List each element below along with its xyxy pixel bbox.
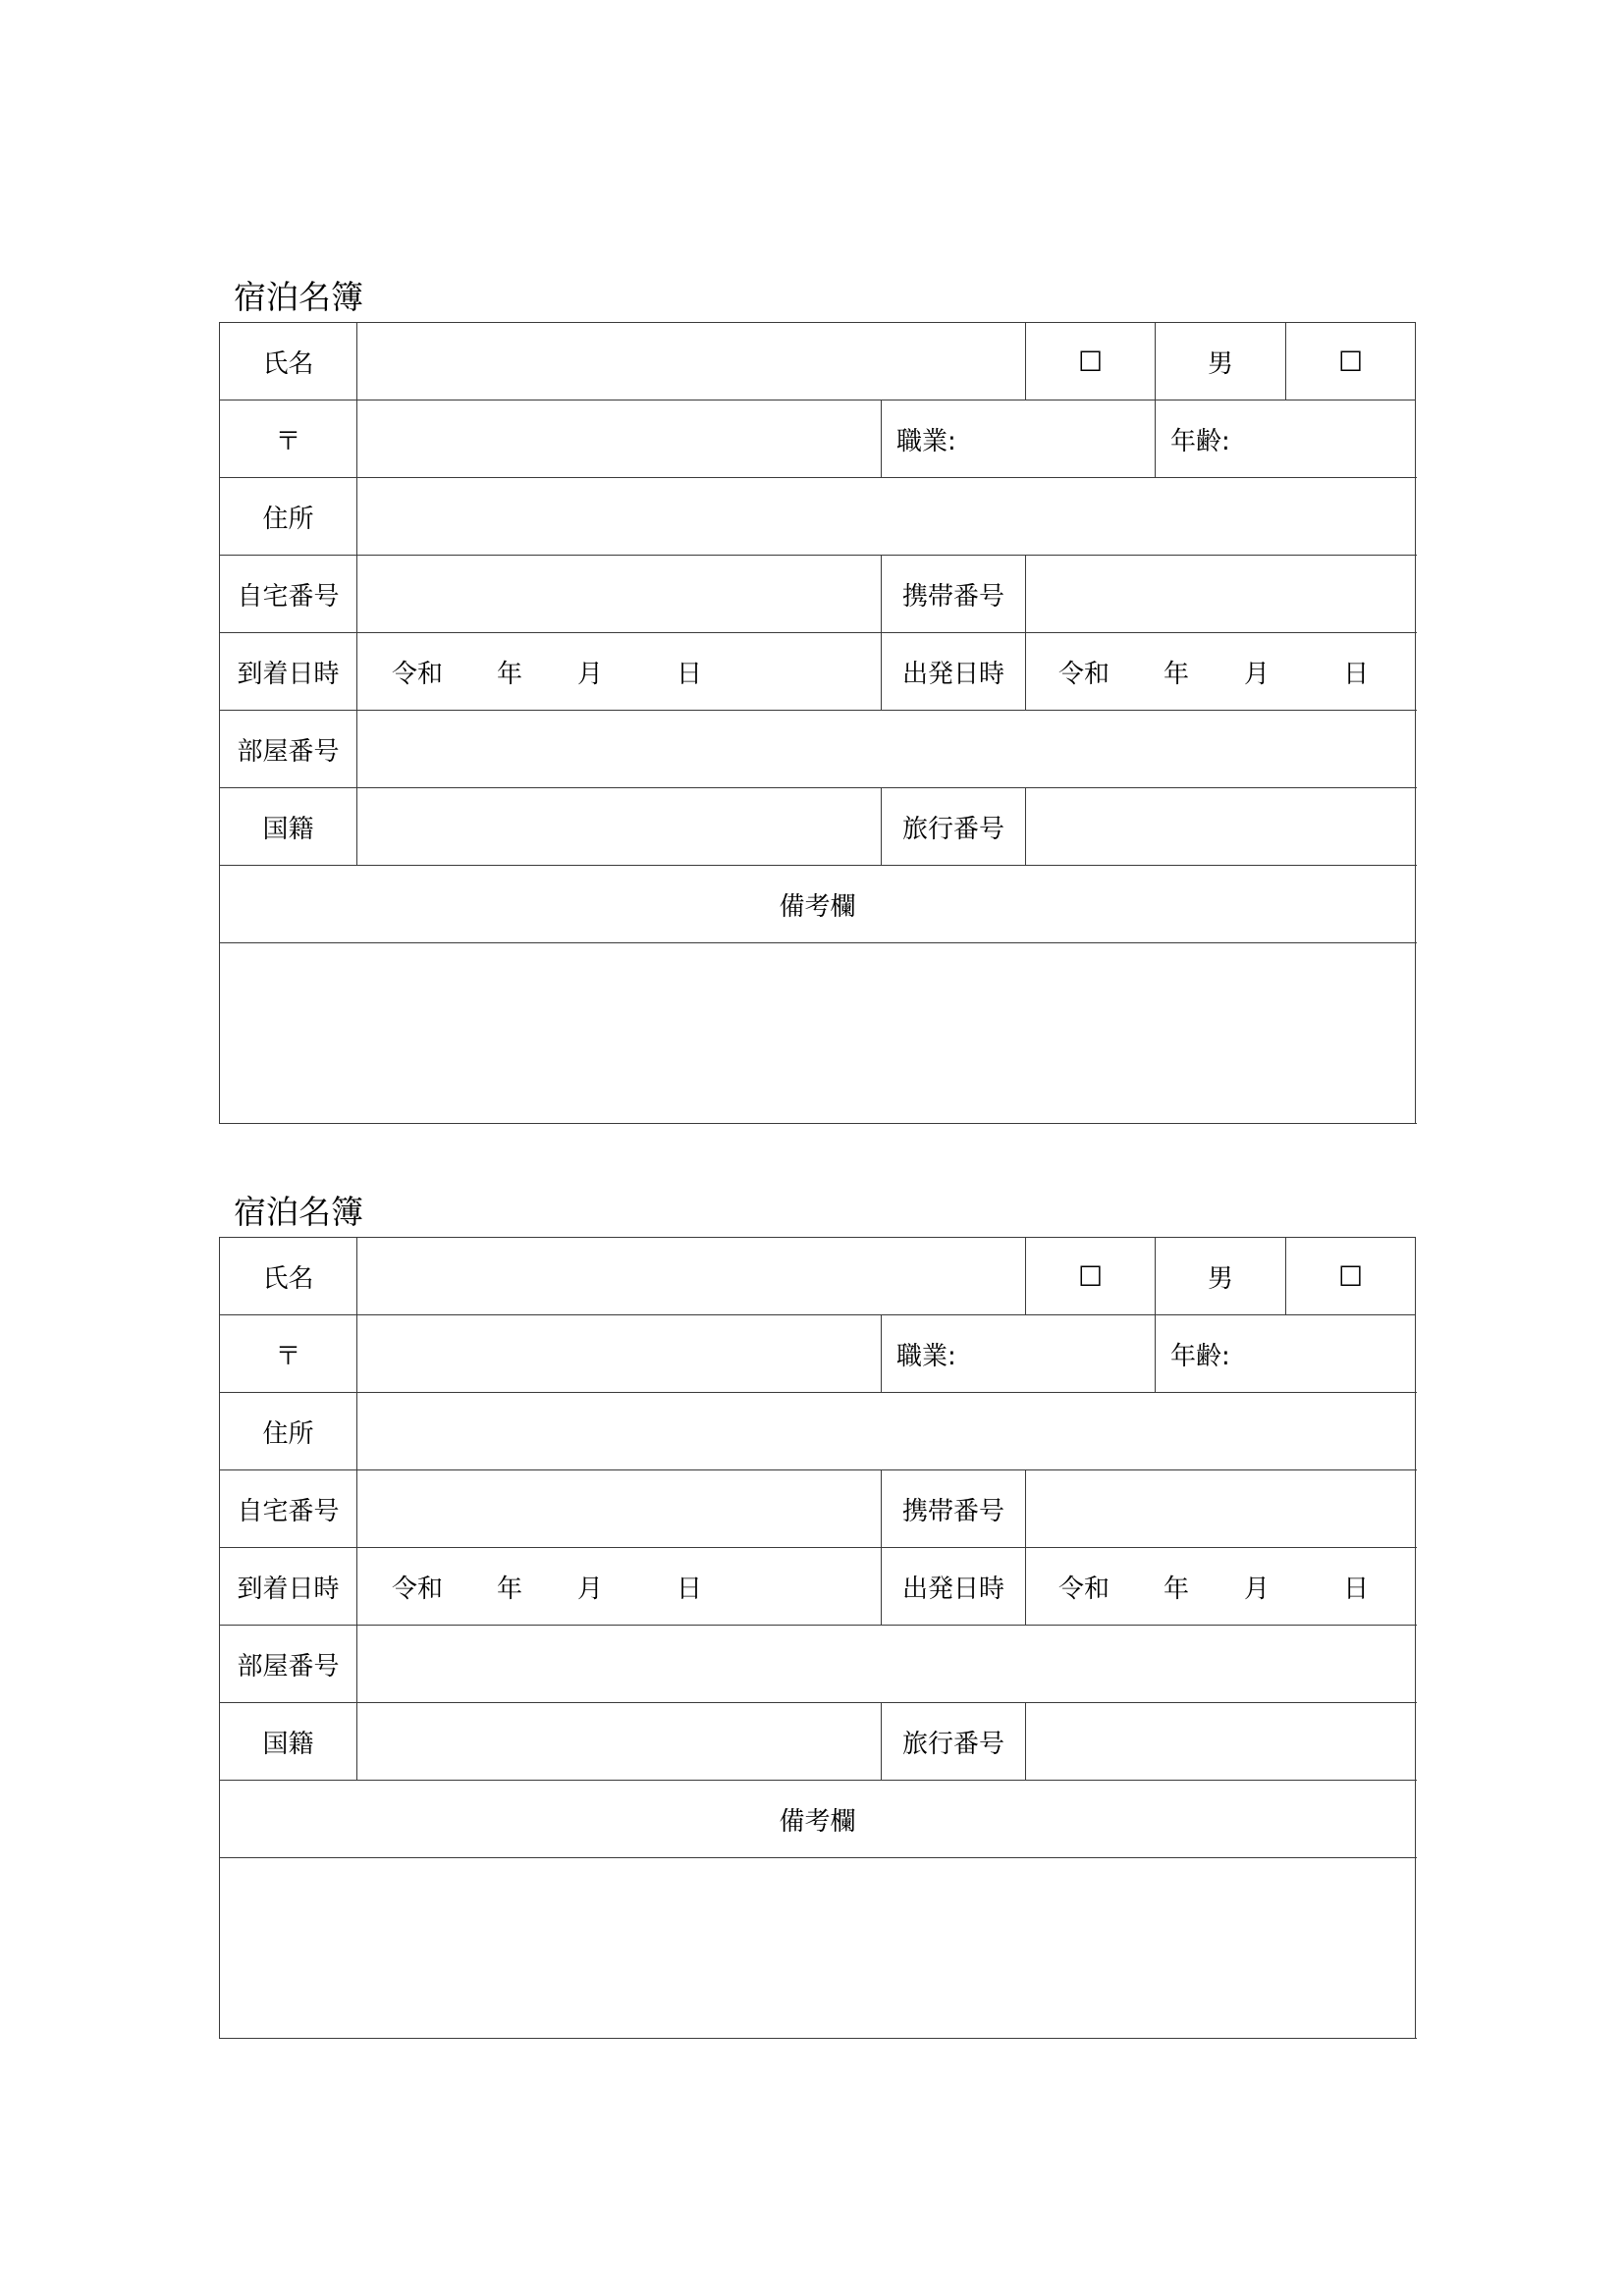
name-label: 氏名	[220, 1238, 357, 1315]
arrival-era: 令和	[392, 1574, 444, 1604]
arrival-date-field[interactable]	[357, 1548, 882, 1626]
name-field[interactable]	[357, 323, 1026, 400]
mobile-phone-label: 携帯番号	[882, 556, 1026, 633]
remarks-field[interactable]	[220, 943, 1416, 1124]
male-label: 男	[1156, 323, 1286, 400]
postal-code-label: 〒	[220, 1315, 357, 1393]
address-field[interactable]	[357, 478, 1416, 556]
remarks-label: 備考欄	[220, 866, 1416, 943]
age-label: 年齢:	[1170, 1341, 1230, 1371]
departure-month: 月	[1244, 1574, 1271, 1604]
arrival-year: 年	[497, 1574, 523, 1604]
nationality-label: 国籍	[220, 1703, 357, 1781]
arrival-year: 年	[497, 659, 523, 689]
postal-code-label: 〒	[220, 400, 357, 478]
departure-month: 月	[1244, 659, 1271, 689]
guest-register-form-2	[219, 1188, 1415, 2039]
departure-date-field[interactable]	[1026, 633, 1416, 711]
arrival-month: 月	[577, 659, 604, 689]
arrival-month: 月	[577, 1574, 604, 1604]
departure-label: 出発日時	[882, 633, 1026, 711]
room-number-label: 部屋番号	[220, 1626, 357, 1703]
occupation-label: 職業:	[896, 1341, 956, 1371]
age-field[interactable]	[1156, 400, 1416, 478]
departure-day: 日	[1343, 1574, 1370, 1604]
mobile-phone-label: 携帯番号	[882, 1470, 1026, 1548]
name-label: 氏名	[220, 323, 357, 400]
home-phone-field[interactable]	[357, 1470, 882, 1548]
nationality-field[interactable]	[357, 1703, 882, 1781]
female-checkbox[interactable]: ☐	[1286, 1238, 1416, 1315]
home-phone-label: 自宅番号	[220, 556, 357, 633]
arrival-label: 到着日時	[220, 1548, 357, 1626]
departure-label: 出発日時	[882, 1548, 1026, 1626]
arrival-date-field[interactable]	[357, 633, 882, 711]
postal-code-field[interactable]	[357, 400, 882, 478]
female-checkbox[interactable]: ☐	[1286, 323, 1416, 400]
male-checkbox[interactable]: ☐	[1026, 1238, 1156, 1315]
departure-day: 日	[1343, 659, 1370, 689]
form-title: 宿泊名簿	[234, 1193, 363, 1231]
guest-register-table	[219, 322, 1416, 1124]
age-label: 年齢:	[1170, 426, 1230, 456]
room-number-label: 部屋番号	[220, 711, 357, 788]
departure-year: 年	[1164, 659, 1190, 689]
occupation-field[interactable]	[882, 400, 1156, 478]
mobile-phone-field[interactable]	[1026, 556, 1416, 633]
name-field[interactable]	[357, 1238, 1026, 1315]
address-label: 住所	[220, 1393, 357, 1470]
mobile-phone-field[interactable]	[1026, 1470, 1416, 1548]
arrival-label: 到着日時	[220, 633, 357, 711]
arrival-era: 令和	[392, 659, 444, 689]
passport-number-field[interactable]	[1026, 1703, 1416, 1781]
arrival-day: 日	[677, 659, 703, 689]
departure-year: 年	[1164, 1574, 1190, 1604]
age-field[interactable]	[1156, 1315, 1416, 1393]
address-field[interactable]	[357, 1393, 1416, 1470]
postal-code-field[interactable]	[357, 1315, 882, 1393]
passport-number-label: 旅行番号	[882, 1703, 1026, 1781]
occupation-field[interactable]	[882, 1315, 1156, 1393]
remarks-label: 備考欄	[220, 1781, 1416, 1858]
room-number-field[interactable]	[357, 1626, 1416, 1703]
passport-number-label: 旅行番号	[882, 788, 1026, 866]
male-label: 男	[1156, 1238, 1286, 1315]
departure-era: 令和	[1058, 1574, 1110, 1604]
home-phone-field[interactable]	[357, 556, 882, 633]
occupation-label: 職業:	[896, 426, 956, 456]
remarks-field[interactable]	[220, 1858, 1416, 2039]
male-checkbox[interactable]: ☐	[1026, 323, 1156, 400]
passport-number-field[interactable]	[1026, 788, 1416, 866]
address-label: 住所	[220, 478, 357, 556]
departure-date-field[interactable]	[1026, 1548, 1416, 1626]
guest-register-form-1	[219, 273, 1415, 1124]
home-phone-label: 自宅番号	[220, 1470, 357, 1548]
nationality-label: 国籍	[220, 788, 357, 866]
nationality-field[interactable]	[357, 788, 882, 866]
guest-register-table	[219, 1237, 1416, 2039]
room-number-field[interactable]	[357, 711, 1416, 788]
form-title: 宿泊名簿	[234, 278, 363, 316]
arrival-day: 日	[677, 1574, 703, 1604]
departure-era: 令和	[1058, 659, 1110, 689]
